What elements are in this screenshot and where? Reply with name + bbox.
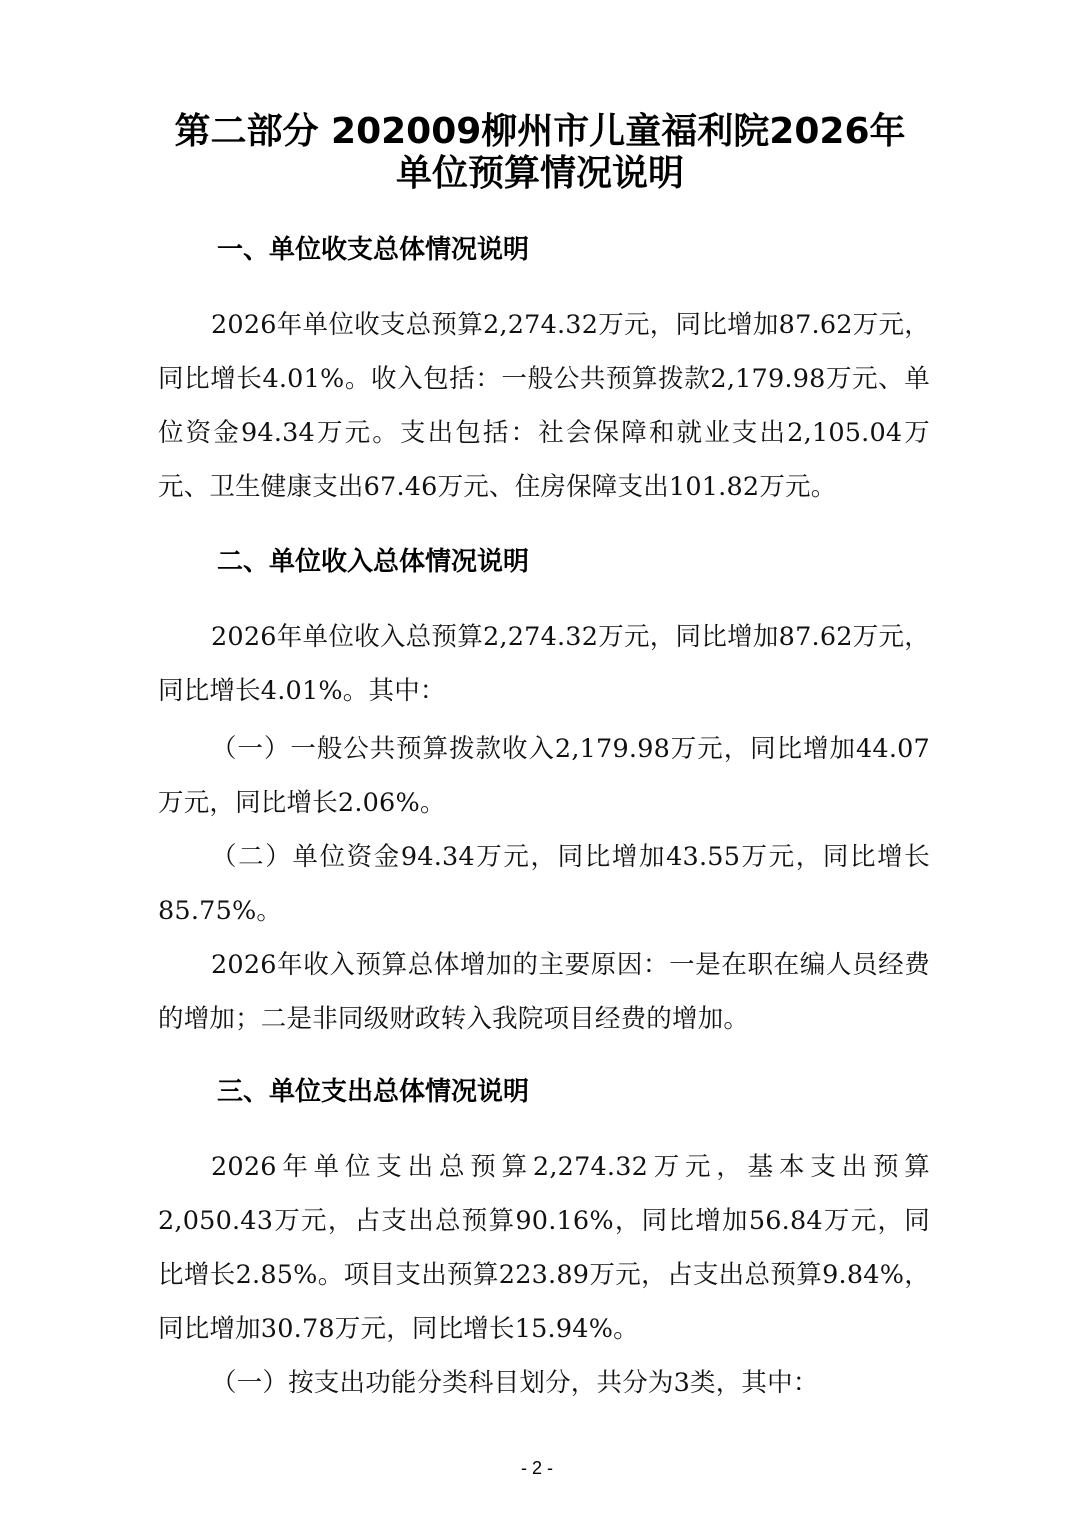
- section-2-paragraph-3: （二）单位资金94.34万元，同比增加43.55万元，同比增长85.75%。: [158, 842, 930, 926]
- section-2-paragraph-4: 2026年收入预算总体增加的主要原因：一是在职在编人员经费的增加；二是非同级财政转入我院项目经费的增加。: [158, 950, 930, 1034]
- section-3-paragraph-2: （一）按支出功能分类科目划分，共分为3类，其中：: [211, 1368, 819, 1398]
- section-1-paragraph-1: 2026年单位收支总预算2,274.32万元，同比增加87.62万元，同比增长4.01%。收入包括：一般公共预算拨款2,179.98万元、单位资金94.34万元。支出包括：社会保障和就业支出2,105.04万元、卫生健康支出67.46万元、住房保障支出101.82万元。: [158, 310, 930, 502]
- page-title-line-1: 第二部分 202009柳州市儿童福利院2026年: [174, 111, 906, 152]
- section-1-heading: 一、单位收支总体情况说明: [217, 235, 530, 265]
- page-number: - 2 -: [520, 1458, 553, 1478]
- page-title-line-2: 单位预算情况说明: [395, 153, 684, 194]
- section-3-heading: 三、单位支出总体情况说明: [217, 1077, 530, 1107]
- section-2-heading: 二、单位收入总体情况说明: [217, 547, 530, 577]
- section-2-paragraph-1: 2026年单位收入总预算2,274.32万元，同比增加87.62万元，同比增长4.01%。其中：: [158, 622, 930, 706]
- section-2-paragraph-2: （一）一般公共预算拨款收入2,179.98万元，同比增加44.07万元，同比增长2.06%。: [158, 734, 930, 818]
- section-3-paragraph-1: 2026年单位支出总预算2,274.32万元，基本支出预算2,050.43万元，占支出总预算90.16%，同比增加56.84万元，同比增长2.85%。项目支出预算223.89万元，占支出总预算9.84%，同比增加30.78万元，同比增长15.94%。: [158, 1152, 930, 1344]
